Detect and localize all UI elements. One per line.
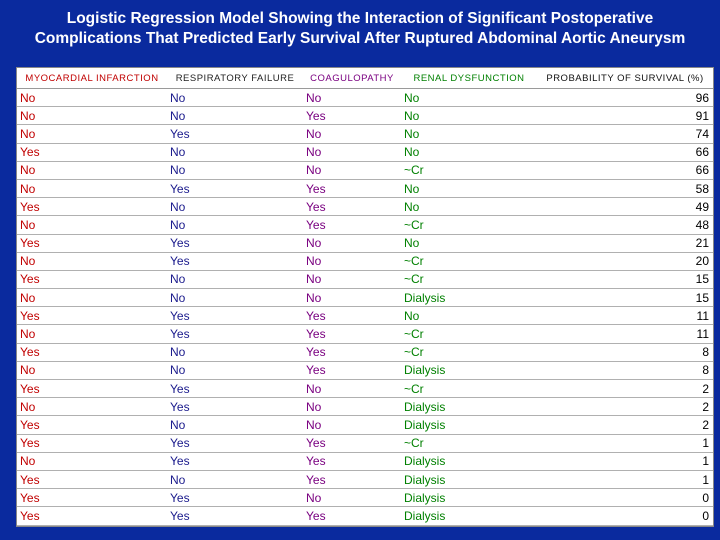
- coagulopathy-cell: No: [303, 416, 401, 434]
- renal-dysfunction-cell: ~Cr: [401, 270, 537, 288]
- survival-probability-cell: 11: [537, 325, 713, 343]
- renal-dysfunction-cell: Dialysis: [401, 507, 537, 525]
- respiratory-failure-cell: Yes: [167, 489, 303, 507]
- respiratory-failure-cell: No: [167, 416, 303, 434]
- myocardial-infarction-cell: Yes: [17, 198, 167, 216]
- coagulopathy-cell: No: [303, 234, 401, 252]
- myocardial-infarction-cell: No: [17, 252, 167, 270]
- respiratory-failure-cell: No: [167, 107, 303, 125]
- table-row: [17, 234, 713, 252]
- respiratory-failure-cell: No: [167, 361, 303, 379]
- renal-dysfunction-cell: Dialysis: [401, 398, 537, 416]
- table-row: [17, 489, 713, 507]
- table-row: [17, 361, 713, 379]
- myocardial-infarction-cell: No: [17, 361, 167, 379]
- table-row: [17, 107, 713, 125]
- respiratory-failure-cell: Yes: [167, 398, 303, 416]
- renal-dysfunction-cell: Dialysis: [401, 489, 537, 507]
- respiratory-failure-cell: Yes: [167, 252, 303, 270]
- table-row: [17, 179, 713, 197]
- respiratory-failure-cell: Yes: [167, 125, 303, 143]
- myocardial-infarction-cell: Yes: [17, 307, 167, 325]
- renal-dysfunction-cell: ~Cr: [401, 325, 537, 343]
- coagulopathy-cell: No: [303, 398, 401, 416]
- myocardial-infarction-cell: No: [17, 107, 167, 125]
- renal-dysfunction-cell: ~Cr: [401, 161, 537, 179]
- renal-dysfunction-cell: Dialysis: [401, 289, 537, 307]
- coagulopathy-cell: Yes: [303, 470, 401, 488]
- survival-probability-cell: 20: [537, 252, 713, 270]
- coagulopathy-cell: Yes: [303, 107, 401, 125]
- renal-dysfunction-cell: Dialysis: [401, 416, 537, 434]
- coagulopathy-cell: Yes: [303, 325, 401, 343]
- respiratory-failure-cell: No: [167, 143, 303, 161]
- slide-title: [0, 9, 720, 49]
- myocardial-infarction-cell: Yes: [17, 507, 167, 525]
- survival-probability-cell: 66: [537, 143, 713, 161]
- respiratory-failure-cell: No: [167, 270, 303, 288]
- renal-dysfunction-cell: No: [401, 307, 537, 325]
- myocardial-infarction-cell: No: [17, 125, 167, 143]
- coagulopathy-cell: Yes: [303, 507, 401, 525]
- table-row: [17, 434, 713, 452]
- myocardial-infarction-cell: No: [17, 179, 167, 197]
- myocardial-infarction-cell: No: [17, 325, 167, 343]
- coagulopathy-cell: Yes: [303, 216, 401, 234]
- survival-probability-cell: 49: [537, 198, 713, 216]
- respiratory-failure-cell: Yes: [167, 452, 303, 470]
- survival-probability-cell: 1: [537, 452, 713, 470]
- coagulopathy-cell: Yes: [303, 434, 401, 452]
- respiratory-failure-cell: Yes: [167, 307, 303, 325]
- table-row: [17, 507, 713, 525]
- respiratory-failure-cell: Yes: [167, 234, 303, 252]
- header-probability-of-survival: PROBABILITY OF SURVIVAL (%): [537, 68, 713, 89]
- survival-table-container: [16, 67, 714, 527]
- table-row: [17, 380, 713, 398]
- survival-probability-cell: 74: [537, 125, 713, 143]
- coagulopathy-cell: No: [303, 89, 401, 107]
- coagulopathy-cell: No: [303, 489, 401, 507]
- myocardial-infarction-cell: Yes: [17, 470, 167, 488]
- survival-probability-cell: 0: [537, 489, 713, 507]
- myocardial-infarction-cell: No: [17, 452, 167, 470]
- myocardial-infarction-cell: No: [17, 398, 167, 416]
- coagulopathy-cell: Yes: [303, 307, 401, 325]
- renal-dysfunction-cell: ~Cr: [401, 434, 537, 452]
- respiratory-failure-cell: Yes: [167, 325, 303, 343]
- table-row: [17, 398, 713, 416]
- table-row: [17, 252, 713, 270]
- respiratory-failure-cell: Yes: [167, 507, 303, 525]
- table-row: [17, 416, 713, 434]
- coagulopathy-cell: Yes: [303, 198, 401, 216]
- respiratory-failure-cell: No: [167, 343, 303, 361]
- survival-probability-cell: 2: [537, 398, 713, 416]
- renal-dysfunction-cell: No: [401, 179, 537, 197]
- respiratory-failure-cell: No: [167, 289, 303, 307]
- myocardial-infarction-cell: Yes: [17, 270, 167, 288]
- table-row: [17, 325, 713, 343]
- survival-probability-cell: 48: [537, 216, 713, 234]
- coagulopathy-cell: No: [303, 252, 401, 270]
- coagulopathy-cell: No: [303, 143, 401, 161]
- survival-probability-cell: 66: [537, 161, 713, 179]
- header-renal-dysfunction: RENAL DYSFUNCTION: [401, 68, 537, 89]
- coagulopathy-cell: No: [303, 161, 401, 179]
- survival-probability-cell: 1: [537, 434, 713, 452]
- myocardial-infarction-cell: No: [17, 289, 167, 307]
- renal-dysfunction-cell: ~Cr: [401, 380, 537, 398]
- header-coagulopathy: COAGULOPATHY: [303, 68, 401, 89]
- coagulopathy-cell: Yes: [303, 361, 401, 379]
- coagulopathy-cell: No: [303, 380, 401, 398]
- myocardial-infarction-cell: Yes: [17, 434, 167, 452]
- survival-probability-cell: 2: [537, 380, 713, 398]
- survival-probability-cell: 0: [537, 507, 713, 525]
- respiratory-failure-cell: No: [167, 470, 303, 488]
- table-row: [17, 343, 713, 361]
- respiratory-failure-cell: No: [167, 161, 303, 179]
- survival-probability-cell: 96: [537, 89, 713, 107]
- respiratory-failure-cell: No: [167, 89, 303, 107]
- survival-probability-cell: 91: [537, 107, 713, 125]
- renal-dysfunction-cell: No: [401, 107, 537, 125]
- respiratory-failure-cell: Yes: [167, 380, 303, 398]
- table-row: [17, 270, 713, 288]
- renal-dysfunction-cell: ~Cr: [401, 252, 537, 270]
- renal-dysfunction-cell: No: [401, 89, 537, 107]
- survival-probability-cell: 11: [537, 307, 713, 325]
- survival-table: [17, 68, 713, 526]
- table-row: [17, 307, 713, 325]
- coagulopathy-cell: No: [303, 289, 401, 307]
- table-row: [17, 452, 713, 470]
- renal-dysfunction-cell: No: [401, 198, 537, 216]
- header-myocardial-infarction: MYOCARDIAL INFARCTION: [17, 68, 167, 89]
- myocardial-infarction-cell: Yes: [17, 489, 167, 507]
- renal-dysfunction-cell: ~Cr: [401, 343, 537, 361]
- survival-probability-cell: 15: [537, 289, 713, 307]
- table-row: [17, 216, 713, 234]
- coagulopathy-cell: No: [303, 270, 401, 288]
- survival-probability-cell: 58: [537, 179, 713, 197]
- table-header-row: [17, 68, 713, 89]
- respiratory-failure-cell: No: [167, 216, 303, 234]
- survival-probability-cell: 15: [537, 270, 713, 288]
- myocardial-infarction-cell: Yes: [17, 343, 167, 361]
- table-row: [17, 289, 713, 307]
- myocardial-infarction-cell: Yes: [17, 143, 167, 161]
- renal-dysfunction-cell: Dialysis: [401, 470, 537, 488]
- header-respiratory-failure: RESPIRATORY FAILURE: [167, 68, 303, 89]
- myocardial-infarction-cell: No: [17, 216, 167, 234]
- survival-probability-cell: 1: [537, 470, 713, 488]
- renal-dysfunction-cell: Dialysis: [401, 361, 537, 379]
- renal-dysfunction-cell: No: [401, 125, 537, 143]
- table-row: [17, 89, 713, 107]
- coagulopathy-cell: No: [303, 125, 401, 143]
- myocardial-infarction-cell: No: [17, 161, 167, 179]
- respiratory-failure-cell: No: [167, 198, 303, 216]
- renal-dysfunction-cell: Dialysis: [401, 452, 537, 470]
- survival-probability-cell: 2: [537, 416, 713, 434]
- respiratory-failure-cell: Yes: [167, 434, 303, 452]
- title-line-2: Complications That Predicted Early Survival After Ruptured Abdominal Aortic Aneurysm: [34, 30, 686, 47]
- table-body: [17, 89, 713, 526]
- respiratory-failure-cell: Yes: [167, 179, 303, 197]
- title-line-1: Logistic Regression Model Showing the Interaction of Significant Postoperative: [66, 10, 654, 27]
- table-row: [17, 143, 713, 161]
- survival-probability-cell: 8: [537, 343, 713, 361]
- survival-probability-cell: 21: [537, 234, 713, 252]
- coagulopathy-cell: Yes: [303, 452, 401, 470]
- table-row: [17, 470, 713, 488]
- renal-dysfunction-cell: ~Cr: [401, 216, 537, 234]
- survival-probability-cell: 8: [537, 361, 713, 379]
- table-row: [17, 125, 713, 143]
- myocardial-infarction-cell: Yes: [17, 234, 167, 252]
- table-row: [17, 161, 713, 179]
- myocardial-infarction-cell: Yes: [17, 416, 167, 434]
- renal-dysfunction-cell: No: [401, 234, 537, 252]
- coagulopathy-cell: Yes: [303, 343, 401, 361]
- coagulopathy-cell: Yes: [303, 179, 401, 197]
- myocardial-infarction-cell: No: [17, 89, 167, 107]
- renal-dysfunction-cell: No: [401, 143, 537, 161]
- myocardial-infarction-cell: Yes: [17, 380, 167, 398]
- table-row: [17, 198, 713, 216]
